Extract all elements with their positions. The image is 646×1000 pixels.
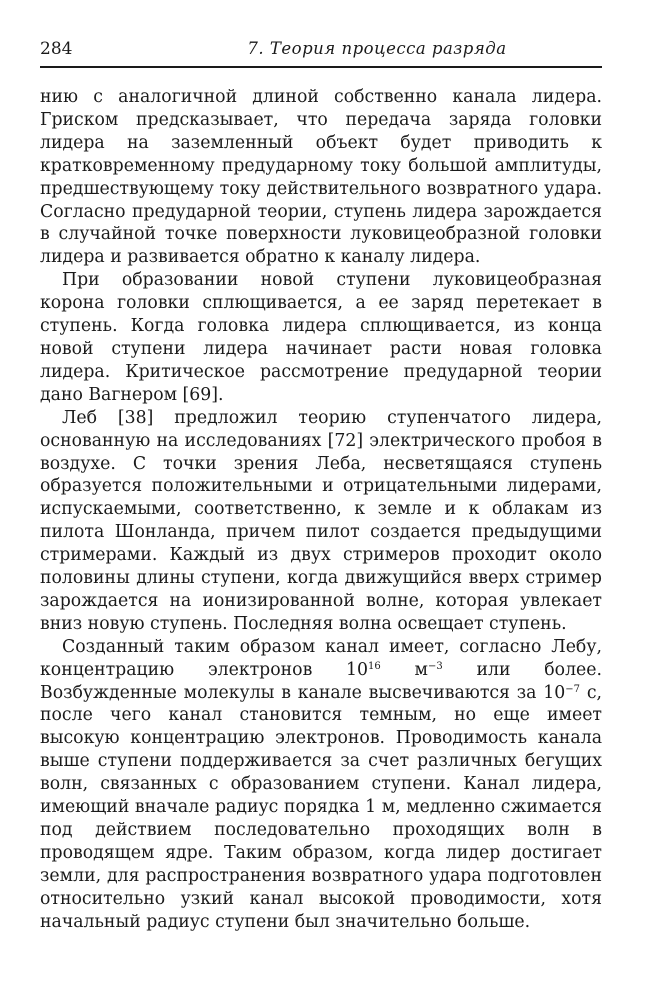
paragraph-text: с, после чего канал становится темным, но еще имеет высокую концентрацию электронов. Проводимость канала выше ступени поддерживается за счет различных бегущих волн, связанных с образованием ступени. Канал лидера, имеющий вначале радиус порядка 1 м, медленно сжимается под действием последовательно проходящих волн в проводящем ядре. Таким образом, когда лидер достигает земли, для распространения возвратного удара подготовлен относительно узкий канал высокой проводимости, хотя начальный радиус ступени был значительно больше. (40, 682, 602, 932)
superscript-exponent: −3 (427, 660, 443, 672)
paragraph: Леб [38] предложил теорию ступенчатого лидера, основанную на исследованиях [72] электрического пробоя в воздухе. С точки зрения Леба, несветящаяся ступень образуется положительными и отрицательными лидерами, испускаемыми, соответственно, к земле и к облакам из пилота Шонланда, причем пилот создается предыдущими стримерами. Каждый из двух стримеров проходит около половины длины ступени, когда движущийся вверх стример зарождается на ионизированной волне, которая увлекает вниз новую ступень. Последняя волна освещает ступень. (40, 407, 602, 634)
paragraph-text: или более. Возбужденные молекулы в канале высвечиваются за 10 (40, 659, 602, 703)
paragraph-text: Созданный таким образом канал имеет, согласно Лебу, концентрацию электронов 10 (40, 636, 602, 680)
superscript-exponent: −7 (565, 683, 581, 695)
paragraph: При образовании новой ступени луковицеобразная корона головки сплющивается, а ее заряд перетекает в ступень. Когда головка лидера сплющивается, из конца новой ступени лидера начинает расти новая головка лидера. Критическое рассмотрение предударной теории дано Вагнером [69]. (40, 270, 602, 405)
body-text (40, 86, 602, 934)
superscript-exponent: 16 (368, 660, 381, 672)
page-number: 284 (40, 39, 73, 59)
page-header (40, 38, 602, 64)
paragraph (40, 636, 602, 934)
paragraph-text: м (380, 659, 428, 680)
header-rule (40, 66, 602, 68)
paragraph: нию с аналогичной длиной собственно канала лидера. Гриском предсказывает, что передача заряда головки лидера на заземленный объект будет приводить к кратковременному предударному току большой амплитуды, предшествующему току действительного возвратного удара. Согласно предударной теории, ступень лидера зарождается в случайной точке поверхности луковицеобразной головки лидера и развивается обратно к каналу лидера. (40, 87, 602, 268)
running-title: 7. Теория процесса разряда (247, 39, 507, 58)
